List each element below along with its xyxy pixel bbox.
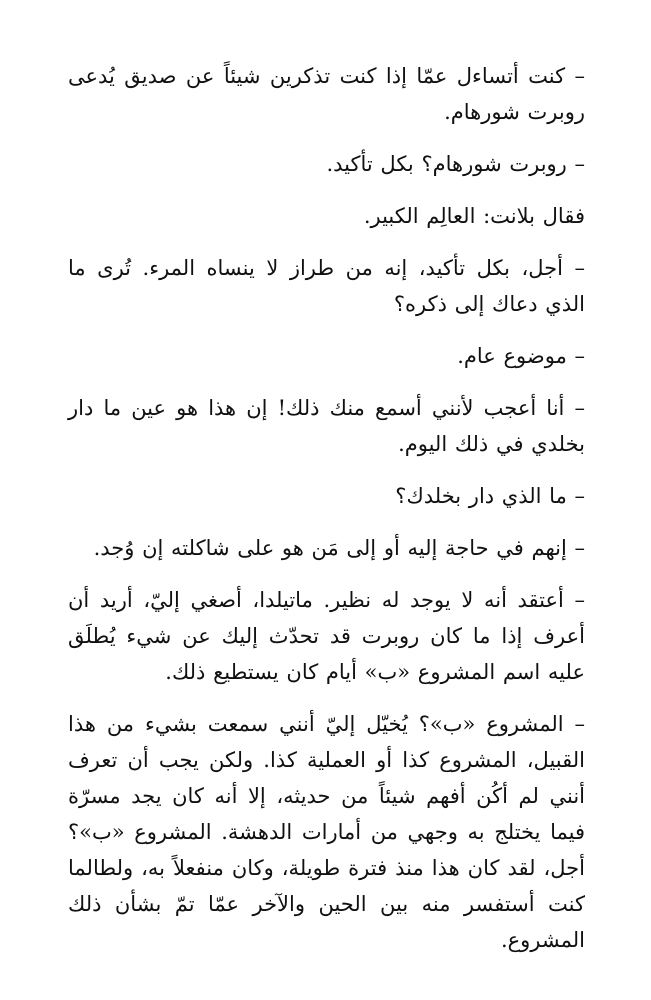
- paragraph-2: – روبرت شورهام؟ بكل تأكيد.: [326, 152, 585, 176]
- paragraph-4: – أجل، بكل تأكيد، إنه من طراز لا ينساه المرء. تُرى ما الذي دعاك إلى ذكره؟: [68, 256, 585, 316]
- paragraph-5: – موضوع عام.: [457, 344, 585, 368]
- paragraph-9: – أعتقد أنه لا يوجد له نظير. ماتيلدا، أصغي إليّ، أريد أن أعرف إذا ما كان روبرت قد تحدّث إليك عن شيء يُطلَق عليه اسم المشروع «ب» أيام كان يستطيع ذلك.: [68, 588, 585, 684]
- paragraph-3: فقال بلانت: العالِم الكبير.: [363, 204, 585, 228]
- paragraph-7: – ما الذي دار بخلدك؟: [395, 484, 585, 508]
- paragraph-10: – المشروع «ب»؟ يُخيّل إليّ أنني سمعت بشيء من هذا القبيل، المشروع كذا أو العملية كذا. ولكن يجب أن تعرف أنني لم أكُن أفهم شيئاً من حديثه، إلا أنه كان يجد مسرّة فيما يختلج به وجهي من أمارات الدهشة. المشروع «ب»؟ أجل، لقد كان هذا منذ فترة طويلة، وكان منفعلاً به، ولطالما كنت أستفسر منه بين الحين والآخر عمّا تمّ بشأن ذلك المشروع.: [68, 712, 585, 952]
- paragraph-6: – أنا أعجب لأنني أسمع منك ذلك! إن هذا هو عين ما دار بخلدي في ذلك اليوم.: [68, 396, 585, 456]
- paragraph-8: – إنهم في حاجة إليه أو إلى مَن هو على شاكلته إن وُجد.: [93, 536, 585, 560]
- paragraph-1: – كنت أتساءل عمّا إذا كنت تذكرين شيئاً عن صديق يُدعى روبرت شورهام.: [68, 64, 585, 124]
